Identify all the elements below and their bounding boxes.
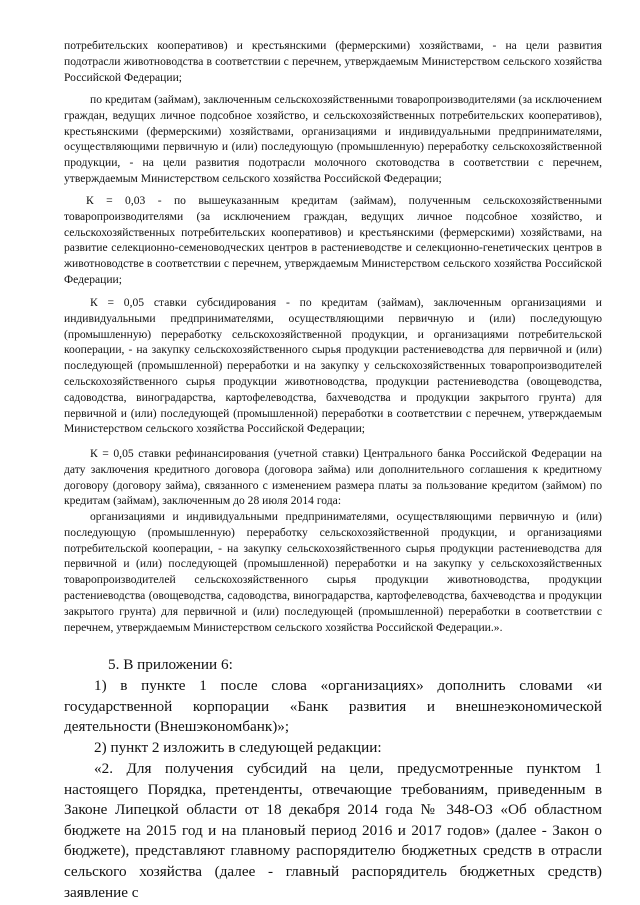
section-heading: 5. В приложении 6: bbox=[108, 656, 233, 673]
body-text: К = 0,03 - по вышеуказанным кредитам (займам), полученным сельскохозяйственными товаропроизводителями (за исключением граждан, ведущих личное подсобное хозяйство, и сельскохозяйственных потребительских кооперативов) и крестьянскими (фермерскими) хозяйствами, на развитие селекционно-семеноводческих центров в растениеводстве и селекционно-генетических центров в животноводстве в соответствии с перечнем, утверждаемым Министерством сельского хозяйства Российской Федерации; bbox=[64, 194, 602, 286]
paragraph-item-2 bbox=[64, 738, 602, 759]
body-text: К = 0,05 ставки рефинансирования (учетной ставки) Центрального банка Российской Федерации на дату заключения кредитного договора (договора займа) или дополнительного соглашения к кредитному договору (договору займа), связанного с изменением размера платы за пользование кредитом (займом) по кредитам (займам), заключенным до 28 июля 2014 года: bbox=[64, 447, 602, 508]
body-text: по кредитам (займам), заключенным сельскохозяйственными товаропроизводителями (за исключением граждан, ведущих личное подсобное хозяйство, и сельскохозяйственных потребительских кооперативов), крестьянскими (фермерскими) хозяйствами, организациями и индивидуальными предпринимателями, осуществляющими первичную и (или) последующую (промышленную) переработку сельскохозяйственной продукции, - на цели развития подотрасли молочного скотоводства в соответствии с перечнем, утверждаемым Министерством сельского хозяйства Российской Федерации; bbox=[64, 93, 602, 185]
paragraph-k-005-subsidy bbox=[64, 295, 602, 437]
body-text: «2. Для получения субсидий на цели, предусмотренные пунктом 1 настоящего Порядка, претенденты, отвечающие требованиям, приведенным в Законе Липецкой области от 18 декабря 2014 года № 348-ОЗ «Об областном бюджете на 2015 год и на плановый период 2016 и 2017 годов» (далее - Закон о бюджете), представляют главному распорядителю бюджетных средств в отрасли сельского хозяйства (далее - главный распорядитель бюджетных средств) заявление с bbox=[64, 760, 602, 901]
paragraph-organizations bbox=[64, 509, 602, 635]
paragraph-dairy-loans bbox=[64, 92, 602, 187]
body-text: потребительских кооперативов) и крестьянскими (фермерскими) хозяйствами, - на цели развития подотрасли животноводства в соответствии с перечнем, утверждаемым Министерством сельского хозяйства Российской Федерации; bbox=[64, 39, 602, 84]
body-text: 1) в пункте 1 после слова «организациях» дополнить словами «и государственной корпорации «Банк развития и внешнеэкономической деятельности (Внешэкономбанк)»; bbox=[64, 677, 602, 736]
paragraph-k-005-refinancing bbox=[64, 446, 602, 509]
paragraph-consumer-coops bbox=[64, 38, 602, 85]
paragraph-k-003 bbox=[64, 193, 602, 288]
paragraph-quoted-clause-2 bbox=[64, 759, 602, 903]
body-text: К = 0,05 ставки субсидирования - по кредитам (займам), заключенным организациями и индивидуальными предпринимателями, осуществляющими первичную и (или) последующую (промышленную) переработку сельскохозяйственной продукции, и организациями потребительской кооперации, - на закупку сельскохозяйственного сырья продукции растениеводства для первичной и (или) последующей (промышленной) переработки и на закупку у сельскохозяйственных товаропроизводителей сельскохозяйственного сырья продукции животноводства, продукции растениеводства (овощеводства, садоводства, виноградарства, картофелеводства, бахчеводства и продукции закрытого грунта) для первичной и (или) последующей (промышленной) переработки в соответствии с перечнем, утверждаемым Министерством сельского хозяйства Российской Федерации; bbox=[64, 296, 602, 436]
body-text: организациями и индивидуальными предпринимателями, осуществляющими первичную и (или) последующую (промышленную) переработку сельскохозяйственной продукции, и организациями потребительской кооперации, - на закупку сельскохозяйственного сырья продукции растениеводства для первичной и (или) последующей (промышленной) переработки и на закупку у сельскохозяйственных товаропроизводителей сельскохозяйственного сырья продукции животноводства, продукции растениеводства (овощеводства, садоводства, виноградарства, картофелеводства, бахчеводства и продукции закрытого грунта) для первичной и (или) последующей (промышленной) переработки в соответствии с перечнем, утверждаемым Министерством сельского хозяйства Российской Федерации.». bbox=[64, 510, 602, 634]
paragraph-item-1 bbox=[64, 676, 602, 738]
section-heading-appendix-6 bbox=[64, 655, 602, 676]
body-text: 2) пункт 2 изложить в следующей редакции: bbox=[94, 739, 382, 756]
